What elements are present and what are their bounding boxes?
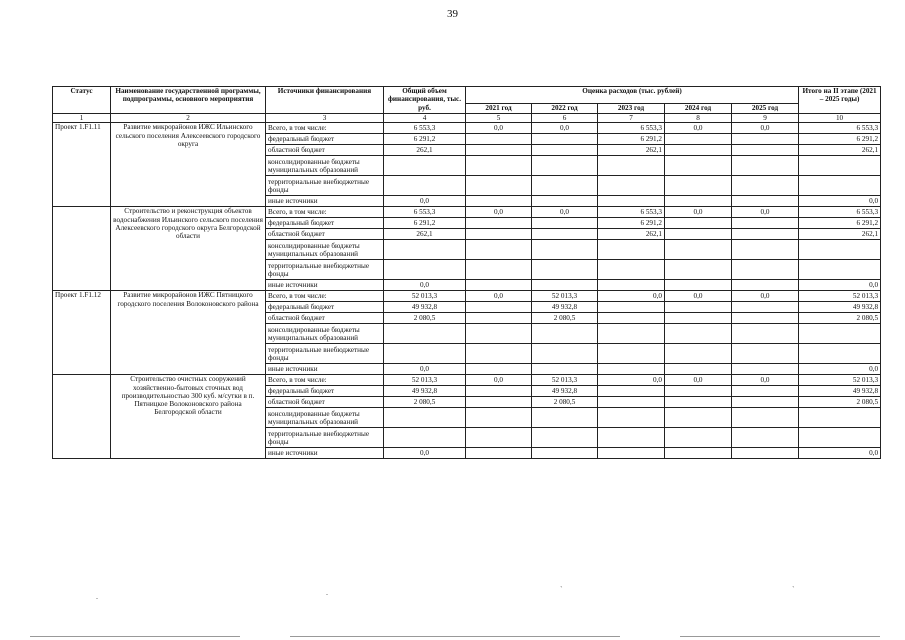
column-number: 7: [598, 114, 665, 123]
year-2022-cell: 49 932,8: [532, 386, 598, 397]
scan-rule: [290, 636, 620, 637]
stage-total-cell: 52 013,3: [799, 291, 881, 302]
year-2021-cell: [466, 408, 532, 428]
year-2024-cell: [665, 397, 732, 408]
year-2021-cell: [466, 218, 532, 229]
source-cell: территориальные внебюджетные фонды: [266, 428, 384, 448]
status-cell: Проект 1.F1.11: [53, 123, 111, 207]
year-2023-cell: 262,1: [598, 229, 665, 240]
year-2024-cell: [665, 344, 732, 364]
year-2025-cell: [732, 386, 799, 397]
stage-total-cell: [799, 408, 881, 428]
stage-total-cell: 6 553,3: [799, 207, 881, 218]
year-2021-cell: 0,0: [466, 291, 532, 302]
year-2021-cell: [466, 280, 532, 291]
header-year: 2022 год: [532, 104, 598, 114]
total-cell: [384, 324, 466, 344]
year-2024-cell: 0,0: [665, 123, 732, 134]
year-2025-cell: [732, 428, 799, 448]
total-cell: 2 080,5: [384, 313, 466, 324]
year-2024-cell: [665, 408, 732, 428]
stage-total-cell: 0,0: [799, 280, 881, 291]
scan-mark: .: [96, 592, 98, 601]
header-stage-total: Итого на II этапе (2021 – 2025 годы): [799, 87, 881, 114]
source-cell: областной бюджет: [266, 145, 384, 156]
table-row: [53, 123, 881, 134]
year-2024-cell: [665, 302, 732, 313]
total-cell: [384, 260, 466, 280]
program-name-cell: Развитие микрорайонов ИЖС Пятницкого городского поселения Волоконовского района: [111, 291, 266, 375]
column-number: 5: [466, 114, 532, 123]
stage-total-cell: [799, 428, 881, 448]
year-2024-cell: 0,0: [665, 207, 732, 218]
year-2023-cell: [598, 302, 665, 313]
header-year: 2023 год: [598, 104, 665, 114]
source-cell: консолидированные бюджеты муниципальных образований: [266, 240, 384, 260]
year-2022-cell: [532, 196, 598, 207]
year-2024-cell: [665, 260, 732, 280]
year-2025-cell: [732, 313, 799, 324]
year-2025-cell: 0,0: [732, 375, 799, 386]
stage-total-cell: [799, 156, 881, 176]
year-2024-cell: [665, 448, 732, 459]
year-2021-cell: 0,0: [466, 207, 532, 218]
year-2023-cell: [598, 386, 665, 397]
total-cell: 0,0: [384, 280, 466, 291]
year-2023-cell: 0,0: [598, 291, 665, 302]
stage-total-cell: 0,0: [799, 196, 881, 207]
source-cell: консолидированные бюджеты муниципальных образований: [266, 408, 384, 428]
year-2022-cell: [532, 448, 598, 459]
stage-total-cell: 6 553,3: [799, 123, 881, 134]
year-2025-cell: [732, 302, 799, 313]
year-2025-cell: [732, 344, 799, 364]
column-number: 9: [732, 114, 799, 123]
year-2022-cell: [532, 218, 598, 229]
year-2025-cell: [732, 324, 799, 344]
total-cell: 52 013,3: [384, 291, 466, 302]
year-2024-cell: [665, 218, 732, 229]
total-cell: 6 553,3: [384, 123, 466, 134]
total-cell: 6 553,3: [384, 207, 466, 218]
year-2024-cell: [665, 229, 732, 240]
header-year: 2025 год: [732, 104, 799, 114]
year-2021-cell: [466, 448, 532, 459]
year-2023-cell: [598, 397, 665, 408]
year-2024-cell: [665, 324, 732, 344]
year-2022-cell: [532, 176, 598, 196]
source-cell: областной бюджет: [266, 397, 384, 408]
year-2023-cell: [598, 428, 665, 448]
year-2023-cell: 6 291,2: [598, 218, 665, 229]
header-program: Наименование государственной программы, подпрограммы, основного мероприятия: [111, 87, 266, 114]
stage-total-cell: [799, 324, 881, 344]
year-2024-cell: [665, 313, 732, 324]
source-cell: территориальные внебюджетные фонды: [266, 344, 384, 364]
column-number-row: [53, 114, 881, 123]
year-2023-cell: [598, 260, 665, 280]
total-cell: 6 291,2: [384, 218, 466, 229]
source-cell: иные источники: [266, 280, 384, 291]
year-2022-cell: [532, 156, 598, 176]
year-2024-cell: [665, 176, 732, 196]
year-2023-cell: [598, 280, 665, 291]
year-2021-cell: [466, 313, 532, 324]
year-2023-cell: [598, 324, 665, 344]
header-status: Статус: [53, 87, 111, 114]
source-cell: Всего, в том числе:: [266, 207, 384, 218]
year-2024-cell: [665, 386, 732, 397]
year-2024-cell: [665, 145, 732, 156]
total-cell: [384, 408, 466, 428]
total-cell: [384, 240, 466, 260]
year-2021-cell: [466, 302, 532, 313]
year-2021-cell: [466, 324, 532, 344]
stage-total-cell: 6 291,2: [799, 218, 881, 229]
stage-total-cell: 49 932,8: [799, 302, 881, 313]
year-2022-cell: [532, 280, 598, 291]
header-sources: Источники финансирования: [266, 87, 384, 114]
year-2025-cell: [732, 145, 799, 156]
year-2025-cell: [732, 196, 799, 207]
year-2023-cell: 262,1: [598, 145, 665, 156]
stage-total-cell: [799, 240, 881, 260]
year-2023-cell: 6 553,3: [598, 123, 665, 134]
year-2023-cell: 6 291,2: [598, 134, 665, 145]
year-2023-cell: [598, 313, 665, 324]
year-2022-cell: 52 013,3: [532, 291, 598, 302]
status-cell: [53, 207, 111, 291]
source-cell: федеральный бюджет: [266, 218, 384, 229]
year-2025-cell: [732, 218, 799, 229]
header-year: 2021 год: [466, 104, 532, 114]
table-row: [53, 291, 881, 302]
column-number: 8: [665, 114, 732, 123]
stage-total-cell: 52 013,3: [799, 375, 881, 386]
source-cell: областной бюджет: [266, 313, 384, 324]
year-2022-cell: [532, 145, 598, 156]
year-2021-cell: [466, 134, 532, 145]
year-2022-cell: 0,0: [532, 207, 598, 218]
year-2023-cell: [598, 196, 665, 207]
year-2021-cell: [466, 386, 532, 397]
year-2021-cell: [466, 260, 532, 280]
source-cell: иные источники: [266, 364, 384, 375]
year-2021-cell: [466, 397, 532, 408]
year-2021-cell: [466, 344, 532, 364]
stage-total-cell: 2 080,5: [799, 313, 881, 324]
year-2021-cell: [466, 196, 532, 207]
program-name-cell: Строительство и реконструкция объектов водоснабжения Ильинского сельского поселения Алексеевского городского округа Белгородской области: [111, 207, 266, 291]
year-2022-cell: 49 932,8: [532, 302, 598, 313]
year-2024-cell: [665, 364, 732, 375]
header-total: Общий объем финансирования, тыс. руб.: [384, 87, 466, 114]
program-name-cell: Строительство очистных сооружений хозяйственно-бытовых сточных вод производительностью 300 куб. м/сутки в п. Пятницкое Волоконовского района Белгородской области: [111, 375, 266, 459]
source-cell: консолидированные бюджеты муниципальных образований: [266, 324, 384, 344]
year-2022-cell: [532, 229, 598, 240]
table-header: [53, 87, 881, 123]
source-cell: иные источники: [266, 448, 384, 459]
year-2025-cell: [732, 448, 799, 459]
column-number: 3: [266, 114, 384, 123]
stage-total-cell: [799, 176, 881, 196]
stage-total-cell: 6 291,2: [799, 134, 881, 145]
source-cell: федеральный бюджет: [266, 134, 384, 145]
year-2025-cell: 0,0: [732, 207, 799, 218]
source-cell: консолидированные бюджеты муниципальных образований: [266, 156, 384, 176]
year-2025-cell: [732, 364, 799, 375]
total-cell: 49 932,8: [384, 302, 466, 313]
year-2024-cell: [665, 134, 732, 145]
year-2023-cell: [598, 240, 665, 260]
source-cell: областной бюджет: [266, 229, 384, 240]
stage-total-cell: 49 932,8: [799, 386, 881, 397]
year-2021-cell: [466, 176, 532, 196]
total-cell: [384, 176, 466, 196]
column-number: 4: [384, 114, 466, 123]
stage-total-cell: 262,1: [799, 229, 881, 240]
total-cell: 49 932,8: [384, 386, 466, 397]
total-cell: [384, 344, 466, 364]
stage-total-cell: 262,1: [799, 145, 881, 156]
stage-total-cell: 0,0: [799, 448, 881, 459]
year-2022-cell: [532, 134, 598, 145]
table-row: [53, 207, 881, 218]
year-2024-cell: [665, 156, 732, 176]
year-2021-cell: [466, 364, 532, 375]
year-2024-cell: 0,0: [665, 375, 732, 386]
year-2022-cell: [532, 344, 598, 364]
total-cell: [384, 156, 466, 176]
stage-total-cell: [799, 260, 881, 280]
source-cell: иные источники: [266, 196, 384, 207]
year-2025-cell: [732, 240, 799, 260]
source-cell: территориальные внебюджетные фонды: [266, 260, 384, 280]
page-number: 39: [447, 8, 458, 20]
column-number: 2: [111, 114, 266, 123]
budget-table: [52, 86, 881, 459]
scan-rule: [30, 636, 240, 637]
year-2021-cell: [466, 156, 532, 176]
year-2021-cell: [466, 229, 532, 240]
year-2025-cell: [732, 408, 799, 428]
year-2023-cell: [598, 156, 665, 176]
year-2025-cell: [732, 134, 799, 145]
table-body: [53, 123, 881, 459]
year-2022-cell: [532, 364, 598, 375]
year-2023-cell: [598, 364, 665, 375]
year-2025-cell: [732, 229, 799, 240]
year-2021-cell: [466, 428, 532, 448]
header-year: 2024 год: [665, 104, 732, 114]
total-cell: 262,1: [384, 229, 466, 240]
year-2021-cell: 0,0: [466, 375, 532, 386]
year-2023-cell: [598, 344, 665, 364]
year-2024-cell: [665, 196, 732, 207]
year-2023-cell: [598, 408, 665, 428]
year-2023-cell: 0,0: [598, 375, 665, 386]
year-2023-cell: [598, 176, 665, 196]
source-cell: Всего, в том числе:: [266, 123, 384, 134]
year-2024-cell: 0,0: [665, 291, 732, 302]
total-cell: 6 291,2: [384, 134, 466, 145]
year-2025-cell: 0,0: [732, 123, 799, 134]
header-estimate: Оценка расходов (тыс. рублей): [466, 87, 799, 104]
year-2022-cell: [532, 408, 598, 428]
source-cell: территориальные внебюджетные фонды: [266, 176, 384, 196]
year-2022-cell: [532, 324, 598, 344]
source-cell: Всего, в том числе:: [266, 375, 384, 386]
year-2024-cell: [665, 428, 732, 448]
year-2024-cell: [665, 240, 732, 260]
year-2021-cell: [466, 240, 532, 260]
year-2025-cell: [732, 260, 799, 280]
total-cell: 0,0: [384, 196, 466, 207]
year-2022-cell: 2 080,5: [532, 397, 598, 408]
total-cell: 262,1: [384, 145, 466, 156]
source-cell: федеральный бюджет: [266, 386, 384, 397]
column-number: 10: [799, 114, 881, 123]
year-2024-cell: [665, 280, 732, 291]
year-2025-cell: [732, 280, 799, 291]
scan-mark: .: [326, 588, 328, 597]
table-row: [53, 375, 881, 386]
year-2025-cell: [732, 397, 799, 408]
stage-total-cell: 2 080,5: [799, 397, 881, 408]
year-2023-cell: [598, 448, 665, 459]
stage-total-cell: [799, 344, 881, 364]
year-2022-cell: [532, 240, 598, 260]
year-2022-cell: [532, 428, 598, 448]
total-cell: 0,0: [384, 364, 466, 375]
year-2023-cell: 6 553,3: [598, 207, 665, 218]
year-2022-cell: 52 013,3: [532, 375, 598, 386]
total-cell: [384, 428, 466, 448]
status-cell: Проект 1.F1.12: [53, 291, 111, 375]
source-cell: Всего, в том числе:: [266, 291, 384, 302]
year-2025-cell: 0,0: [732, 291, 799, 302]
scan-rule: [680, 636, 880, 637]
year-2022-cell: [532, 260, 598, 280]
total-cell: 0,0: [384, 448, 466, 459]
year-2022-cell: 2 080,5: [532, 313, 598, 324]
source-cell: федеральный бюджет: [266, 302, 384, 313]
column-number: 1: [53, 114, 111, 123]
year-2025-cell: [732, 176, 799, 196]
total-cell: 52 013,3: [384, 375, 466, 386]
column-number: 6: [532, 114, 598, 123]
total-cell: 2 080,5: [384, 397, 466, 408]
year-2025-cell: [732, 156, 799, 176]
year-2021-cell: [466, 145, 532, 156]
year-2022-cell: 0,0: [532, 123, 598, 134]
year-2021-cell: 0,0: [466, 123, 532, 134]
stage-total-cell: 0,0: [799, 364, 881, 375]
status-cell: [53, 375, 111, 459]
program-name-cell: Развитие микрорайонов ИЖС Ильинского сельского поселения Алексеевского городского округа: [111, 123, 266, 207]
scan-mark: `: [560, 585, 563, 594]
scan-mark: `: [792, 585, 795, 594]
